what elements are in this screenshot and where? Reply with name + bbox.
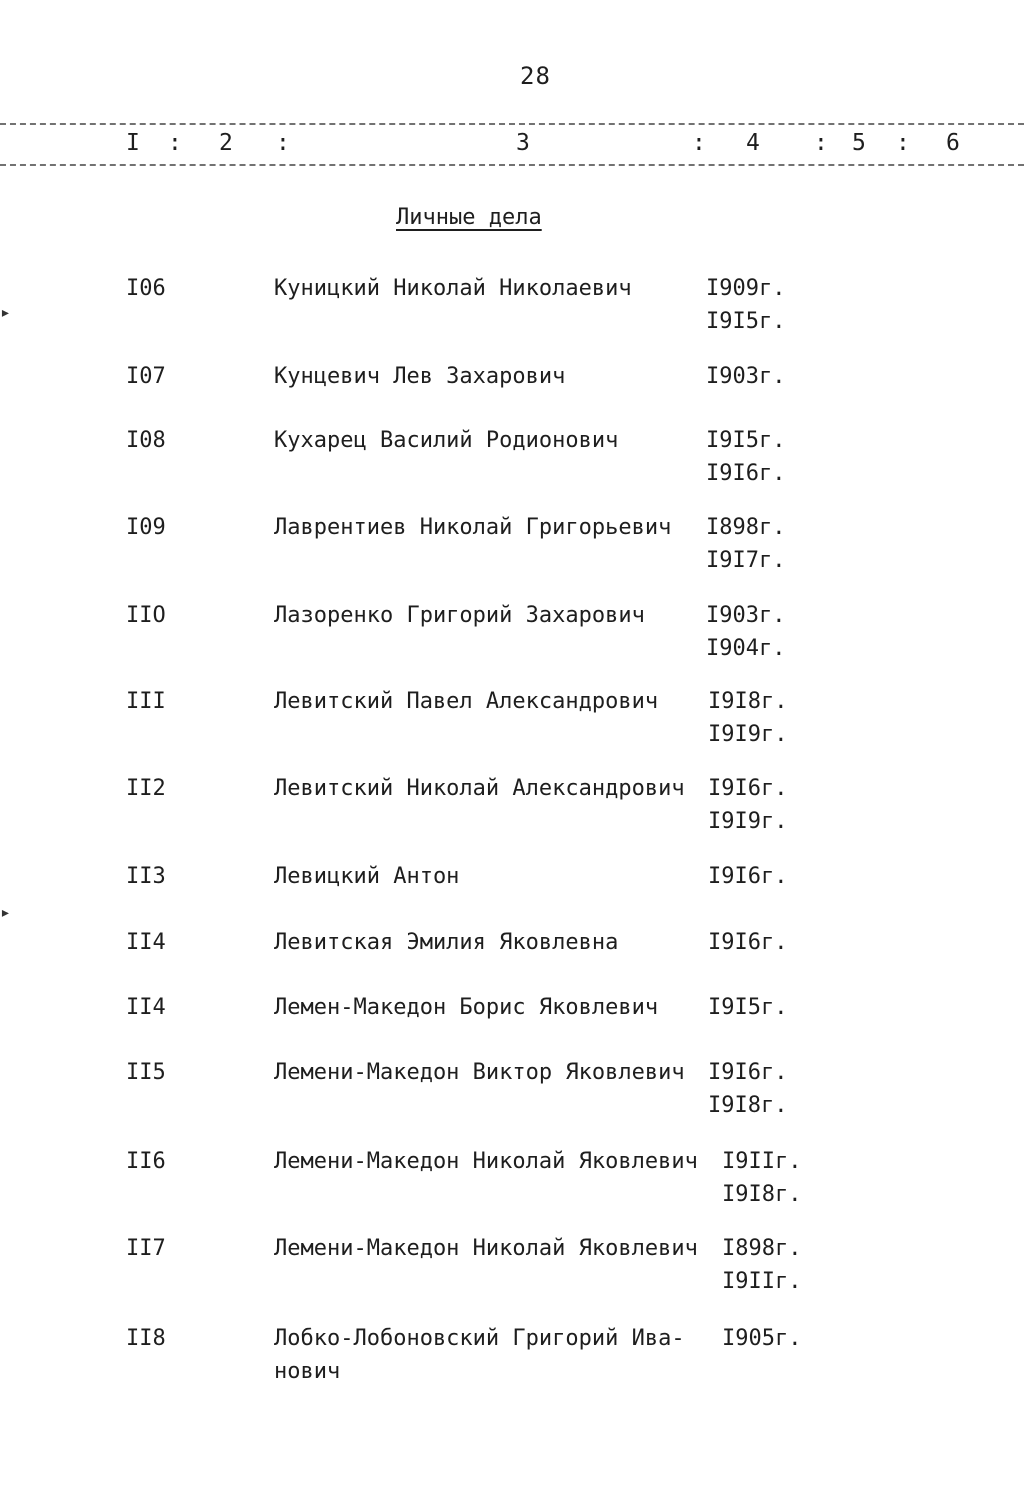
record-number: II5	[126, 1060, 166, 1085]
column-separator: :	[168, 130, 182, 156]
record-year: I9I8г.	[708, 689, 788, 714]
margin-arrow-icon: ▸	[0, 902, 11, 923]
record-years	[722, 1145, 801, 1211]
header-rule-bottom	[0, 164, 1024, 166]
record-years	[708, 860, 787, 893]
record-name: Кунцевич Лев Захарович	[274, 364, 566, 389]
record-year: I909г.	[706, 276, 786, 301]
record-number: II4	[126, 930, 166, 955]
record-name: Левицкий Антон	[274, 864, 460, 889]
record-number: III	[126, 689, 166, 714]
record-number: II2	[126, 776, 166, 801]
record-year: I898г.	[722, 1236, 802, 1261]
column-header-4: 4	[746, 130, 760, 156]
record-years	[706, 424, 785, 490]
record-year: I9I5г.	[708, 995, 788, 1020]
record-years	[708, 1056, 787, 1122]
column-header-6: 6	[946, 130, 960, 156]
record-year: I903г.	[706, 603, 786, 628]
record-name: Левитский Николай Александрович	[274, 776, 685, 801]
record-name: Лазоренко Григорий Захарович	[274, 603, 645, 628]
record-year: I9I5г.	[706, 428, 786, 453]
record-years	[706, 511, 785, 577]
column-header-3: 3	[516, 130, 530, 156]
record-name: Левитская Эмилия Яковлевна	[274, 930, 619, 955]
record-year: I9IIг.	[722, 1269, 802, 1294]
header-rule-top	[0, 123, 1024, 125]
column-separator: :	[896, 130, 910, 156]
record-number: I07	[126, 364, 166, 389]
column-header-1: I	[126, 130, 140, 156]
record-number: I08	[126, 428, 166, 453]
record-number: I09	[126, 515, 166, 540]
record-number: II3	[126, 864, 166, 889]
record-number: II6	[126, 1149, 166, 1174]
record-years	[722, 1322, 801, 1355]
record-name: Лемен-Македон Борис Яковлевич	[274, 995, 659, 1020]
record-name: Куницкий Николай Николаевич	[274, 276, 632, 301]
record-years	[708, 991, 787, 1024]
record-name: Кухарец Василий Родионович	[274, 428, 619, 453]
record-number: I06	[126, 276, 166, 301]
record-year: I9I6г.	[708, 930, 788, 955]
record-year: I898г.	[706, 515, 786, 540]
record-years	[708, 772, 787, 838]
column-header-2: 2	[219, 130, 233, 156]
page-number: 28	[520, 62, 551, 90]
record-year: I9I6г.	[706, 461, 786, 486]
record-name: Лобко-Лобоновский Григорий Ива- нович	[274, 1326, 685, 1384]
record-year: I9I6г.	[708, 776, 788, 801]
record-name: Лемени-Македон Николай Яковлевич	[274, 1149, 698, 1174]
column-separator: :	[692, 130, 706, 156]
record-year: I905г.	[722, 1326, 802, 1351]
record-year: I904г.	[706, 636, 786, 661]
record-year: I903г.	[706, 364, 786, 389]
record-name: Лемени-Македон Виктор Яковлевич	[274, 1060, 685, 1085]
record-years	[706, 599, 785, 665]
record-year: I9IIг.	[722, 1149, 802, 1174]
record-year: I9I6г.	[708, 864, 788, 889]
record-years	[706, 360, 785, 393]
margin-arrow-icon: ▸	[0, 302, 11, 323]
column-separator: :	[276, 130, 290, 156]
record-years	[708, 926, 787, 959]
record-name: Лемени-Македон Николай Яковлевич	[274, 1236, 698, 1261]
record-year: I9I9г.	[708, 722, 788, 747]
record-years	[708, 685, 787, 751]
record-years	[706, 272, 785, 338]
record-year: I9I8г.	[708, 1093, 788, 1118]
record-year: I9I8г.	[722, 1182, 802, 1207]
record-number: IIO	[126, 603, 166, 628]
column-header-row	[0, 128, 1024, 162]
column-separator: :	[814, 130, 828, 156]
record-name: Левитский Павел Александрович	[274, 689, 659, 714]
record-year: I9I5г.	[706, 309, 786, 334]
record-number: II4	[126, 995, 166, 1020]
record-number: II8	[126, 1326, 166, 1351]
column-header-5: 5	[852, 130, 866, 156]
record-year: I9I6г.	[708, 1060, 788, 1085]
section-title: Личные дела	[396, 205, 542, 230]
record-years	[722, 1232, 801, 1298]
record-number: II7	[126, 1236, 166, 1261]
record-name: Лаврентиев Николай Григорьевич	[274, 515, 672, 540]
record-year: I9I9г.	[708, 809, 788, 834]
record-year: I9I7г.	[706, 548, 786, 573]
